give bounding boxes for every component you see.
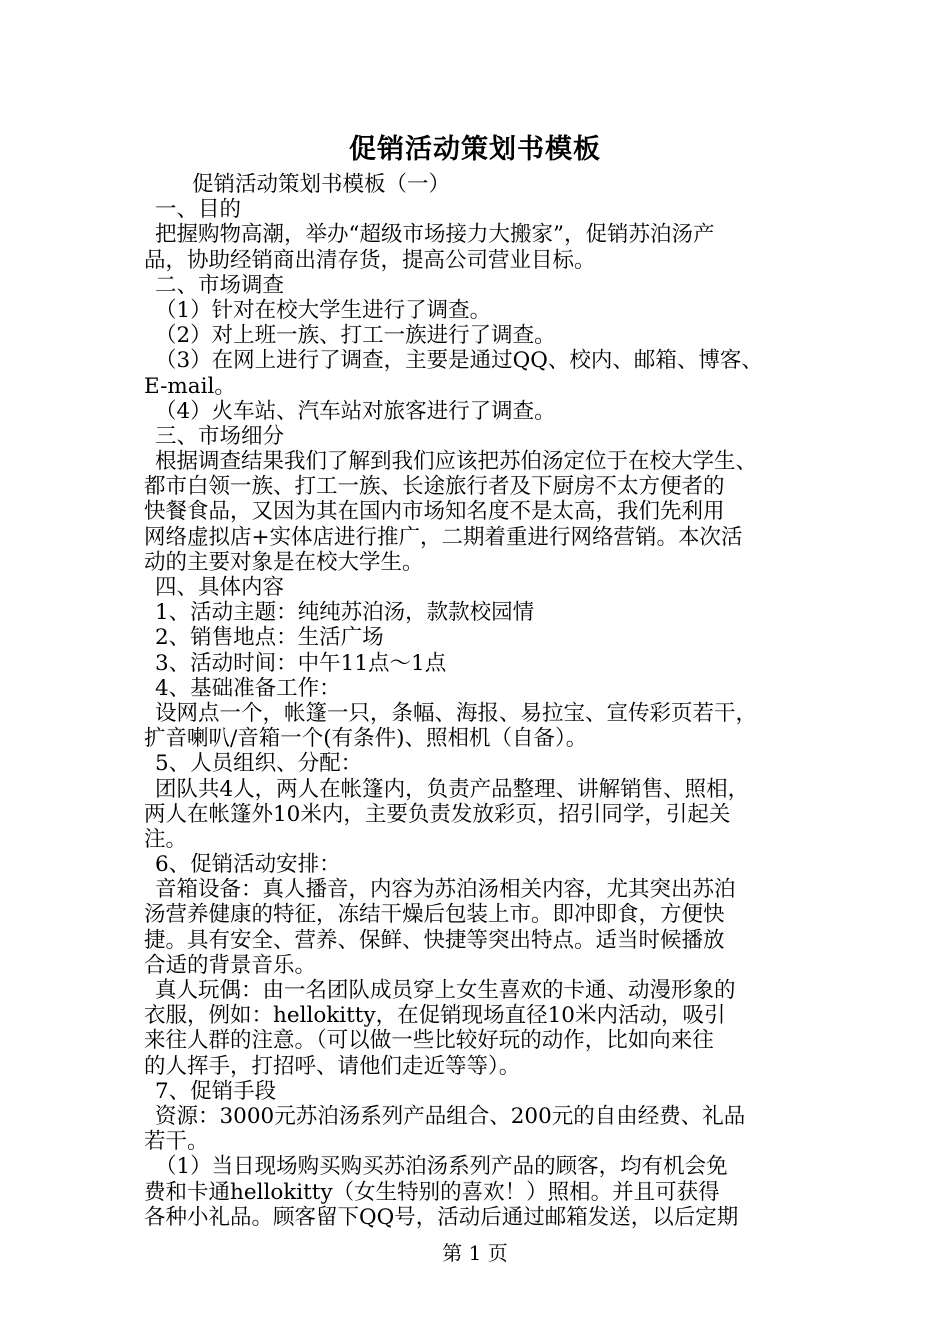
- body-line: 6、促销活动安排：: [155, 852, 341, 878]
- body-line: 4、基础准备工作：: [155, 675, 341, 701]
- body-line: 2、销售地点：生活广场: [155, 625, 384, 651]
- body-line: 衣服，例如：hellokitty，在促销现场直径10米内活动，吸引: [144, 1003, 726, 1029]
- body-line: 扩音喇叭/音箱一个(有条件)、照相机（自备）。: [144, 726, 588, 752]
- body-line: 真人玩偶：由一名团队成员穿上女生喜欢的卡通、动漫形象的: [155, 978, 736, 1003]
- body-line: 快餐食品，又因为其在国内市场知名度不是太高，我们先利用: [144, 499, 725, 525]
- body-line: 两人在帐篷外10米内，主要负责发放彩页，招引同学，引起关: [144, 801, 731, 827]
- body-line: 资源：3000元苏泊汤系列产品组合、200元的自由经费、礼品: [155, 1103, 746, 1129]
- body-line: 1、活动主题：纯纯苏泊汤，款款校园情: [155, 600, 535, 626]
- body-line: 合适的背景音乐。: [144, 952, 317, 978]
- body-line: 网络虚拟店+实体店进行推广，二期着重进行网络营销。本次活: [144, 524, 743, 550]
- body-line: 若干。: [144, 1129, 209, 1155]
- body-line: 捷。具有安全、营养、保鲜、快捷等突出特点。适当时候播放: [144, 927, 725, 953]
- body-line: 来往人群的注意。（可以做一些比较好玩的动作，比如向来往: [144, 1028, 714, 1054]
- body-line: 注。: [144, 826, 188, 852]
- body-line: 5、人员组织、分配：: [155, 751, 363, 777]
- body-line: （1）针对在校大学生进行了调查。: [155, 297, 492, 323]
- body-line: 一、目的: [155, 197, 242, 223]
- body-line: （2）对上班一族、打工一族进行了调查。: [155, 323, 556, 349]
- body-line: 各种小礼品。顾客留下QQ号，活动后通过邮箱发送，以后定期: [144, 1204, 739, 1230]
- body-line: 根据调查结果我们了解到我们应该把苏伯汤定位于在校大学生、: [155, 449, 758, 475]
- body-line: 汤营养健康的特征，冻结干燥后包装上市。即冲即食，方便快: [144, 902, 725, 928]
- body-line: E-mail。: [144, 373, 236, 399]
- body-line: （4）火车站、汽车站对旅客进行了调查。: [155, 398, 556, 424]
- body-line: （3）在网上进行了调查，主要是通过QQ、校内、邮箱、博客、: [155, 348, 763, 374]
- body-line: 团队共4人，两人在帐篷内，负责产品整理、讲解销售、照相，: [155, 776, 750, 802]
- body-line: 都市白领一族、打工一族、长途旅行者及下厨房不太方便者的: [144, 474, 725, 500]
- body-line: 的人挥手，打招呼、请他们走近等等）。: [144, 1053, 521, 1079]
- body-line: 三、市场细分: [155, 423, 285, 449]
- body-line: 把握购物高潮，举办“超级市场接力大搬家”，促销苏泊汤产: [155, 222, 715, 248]
- document-body: [144, 172, 816, 1230]
- body-line: 设网点一个，帐篷一只，条幅、海报、易拉宝、宣传彩页若干，: [155, 700, 758, 726]
- body-line: 音箱设备：真人播音，内容为苏泊汤相关内容，尤其突出苏泊: [155, 877, 736, 903]
- body-line: 7、促销手段: [155, 1078, 277, 1104]
- body-line: 费和卡通hellokitty（女生特别的喜欢！）照相。并且可获得: [144, 1179, 720, 1205]
- body-line: 动的主要对象是在校大学生。: [144, 549, 424, 575]
- body-line: 品，协助经销商出清存货，提高公司营业目标。: [144, 247, 596, 273]
- body-line: 3、活动时间：中午11点～1点: [155, 650, 447, 676]
- body-line: （1）当日现场购买购买苏泊汤系列产品的顾客，均有机会免: [155, 1154, 728, 1180]
- body-line: 四、具体内容: [155, 575, 285, 600]
- body-line: 二、市场调查: [155, 272, 285, 298]
- page-number: 第 1 页: [442, 1241, 508, 1265]
- document-title: 促销活动策划书模板: [349, 134, 601, 165]
- body-line: 促销活动策划书模板（一）: [192, 172, 451, 197]
